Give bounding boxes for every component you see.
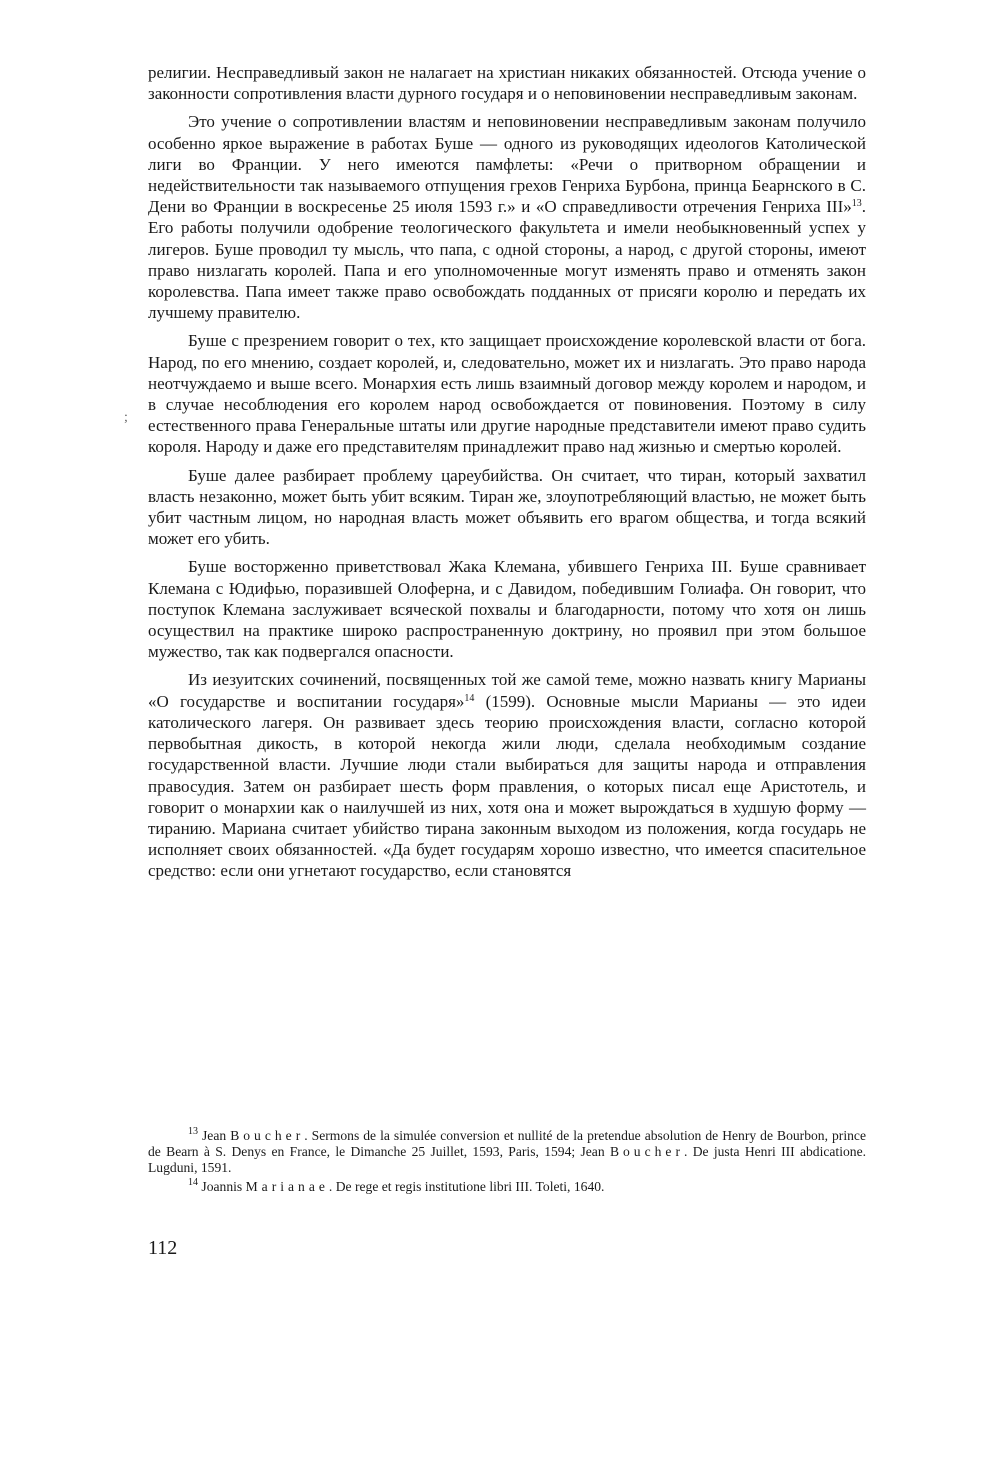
footnote-13-text-1: . Sermons de la simulée conversion et nullité de la pretendue absolution de Henry de Bourbon, prince de Bearn à S. Denys en France, le Dimanche 25 Juillet, 1593, Paris, 1594; (148, 1128, 866, 1160)
footnote-13-author-2-last: Boucher (609, 1144, 684, 1160)
footnote-14-author-last: Marianae (245, 1178, 329, 1194)
footnote-13-number: 13 (188, 1126, 198, 1137)
paragraph-5: Буше восторженно приветствовал Жака Клемана, убившего Генриха III. Буше сравнивает Клемана с Юдифью, поразившей Олоферна, и с Давидом, победившим Голиафа. Он говорит, что поступок Клемана заслуживает всяческой похвалы и благодарности, потому что хотя он лишь осуществил на практике широко распространенную доктрину, но проявил при этом большое мужество, так как подвергался опасности. (148, 557, 866, 662)
footnote-13-author-1-first: Jean (202, 1128, 227, 1143)
footnote-13-author-1-last: Boucher (230, 1128, 305, 1143)
paragraph-2 (148, 111, 866, 323)
paragraph-3: Буше с презрением говорит о тех, кто защищает происхождение королевской власти от бога. Народ, по его мнению, создает королей, и, следовательно, может их и низлагать. Это право народа неотчуждаемо и выше всего. Монархия есть лишь взаимный договор между королем и народом, и в случае несоблюдения его королем народ освобождается от повиновения. Поэтому в силу естественного права Генеральные штаты или другие народные представители имеют право судить короля. Народу и даже его представителям принадлежит право над жизнью и смертью королей. (148, 331, 866, 457)
paragraph-4: Буше далее разбирает проблему цареубийства. Он считает, что тиран, который захватил власть незаконно, может быть убит всяким. Тиран же, злоупотребляющий властью, не может быть убит частным лицом, но народная власть может объявить его врагом общества, и тогда всякий может его убить. (148, 465, 866, 549)
footnote-ref-13[interactable]: 13 (851, 198, 862, 210)
page-body (148, 62, 866, 882)
paragraph-2-tail: . Его работы получили одобрение теологического факультета и имели необыкновенный успех у лигеров. Буше проводил ту мысль, что папа, с одной стороны, а народ, с другой стороны, имеют право низлагать королей. Папа и его уполномоченные могут изменять право и отменять закон королевства. Папа имеет также право освобождать подданных от присяги королю и передать их лучшему правителю. (148, 197, 866, 323)
footnote-14-text: . De rege et regis institutione libri III. Toleti, 1640. (328, 1178, 605, 1194)
paragraph-6 (148, 669, 866, 881)
paragraph-2-text: Это учение о сопротивлении властям и неповиновении несправедливым законам получило особенно яркое выражение в работах Буше — одного из руководящих идеологов Католической лиги во Франции. У него имеются памфлеты: «Речи о притворном обращении и недействительности так называемого отпущения грехов Генриха Бурбона, принца Беарнского в С. Дени во Франции в воскресенье 25 июля 1593 г.» и «О справедливости отречения Генриха III» (148, 112, 866, 217)
paragraph-6-tail: (1599). Основные мысли Марианы — это идеи католического лагеря. Он развивает здесь теорию происхождения власти, согласно которой первобытная дикость, в которой некогда жили люди, сделала необходимым создание государственной власти. Лучшие люди стали выбираться для защиты народа и отправления правосудия. Затем он разбирает шесть форм правления, о которых писал еще Аристотель, и говорит о монархии как о наилучшей из них, хотя она и может вырождаться в худшую форму — тиранию. Мариана считает убийство тирана законным выходом из положения, когда государь не исполняет своих обязанностей. «Да будет государям хорошо известно, что имеется спасительное средство: если они угнетают государство, если становятся (148, 691, 866, 881)
footnote-14 (148, 1176, 866, 1195)
paragraph-1: религии. Несправедливый закон не налагает на христиан никаких обязанностей. Отсюда учение о законности сопротивления власти дурного государя и о неповиновении несправедливым законам. (148, 63, 866, 104)
margin-mark: ; (124, 410, 128, 425)
paragraph-6-text: Из иезуитских сочинений, посвященных той же самой теме, можно назвать книгу Марианы «О государстве и воспитании государя» (148, 670, 866, 711)
footnote-14-author-first: Joannis (201, 1178, 243, 1194)
page-number: 112 (148, 1237, 178, 1259)
footnote-14-number: 14 (188, 1176, 198, 1188)
footnote-13-author-2-first: Jean (580, 1144, 605, 1160)
footnote-13-text-2: . De justa Henri III abdicatione. Lugduni, 1591. (148, 1144, 867, 1176)
footnote-ref-14[interactable]: 14 (464, 692, 475, 704)
footnotes (148, 1128, 866, 1195)
footnote-13 (148, 1128, 866, 1177)
